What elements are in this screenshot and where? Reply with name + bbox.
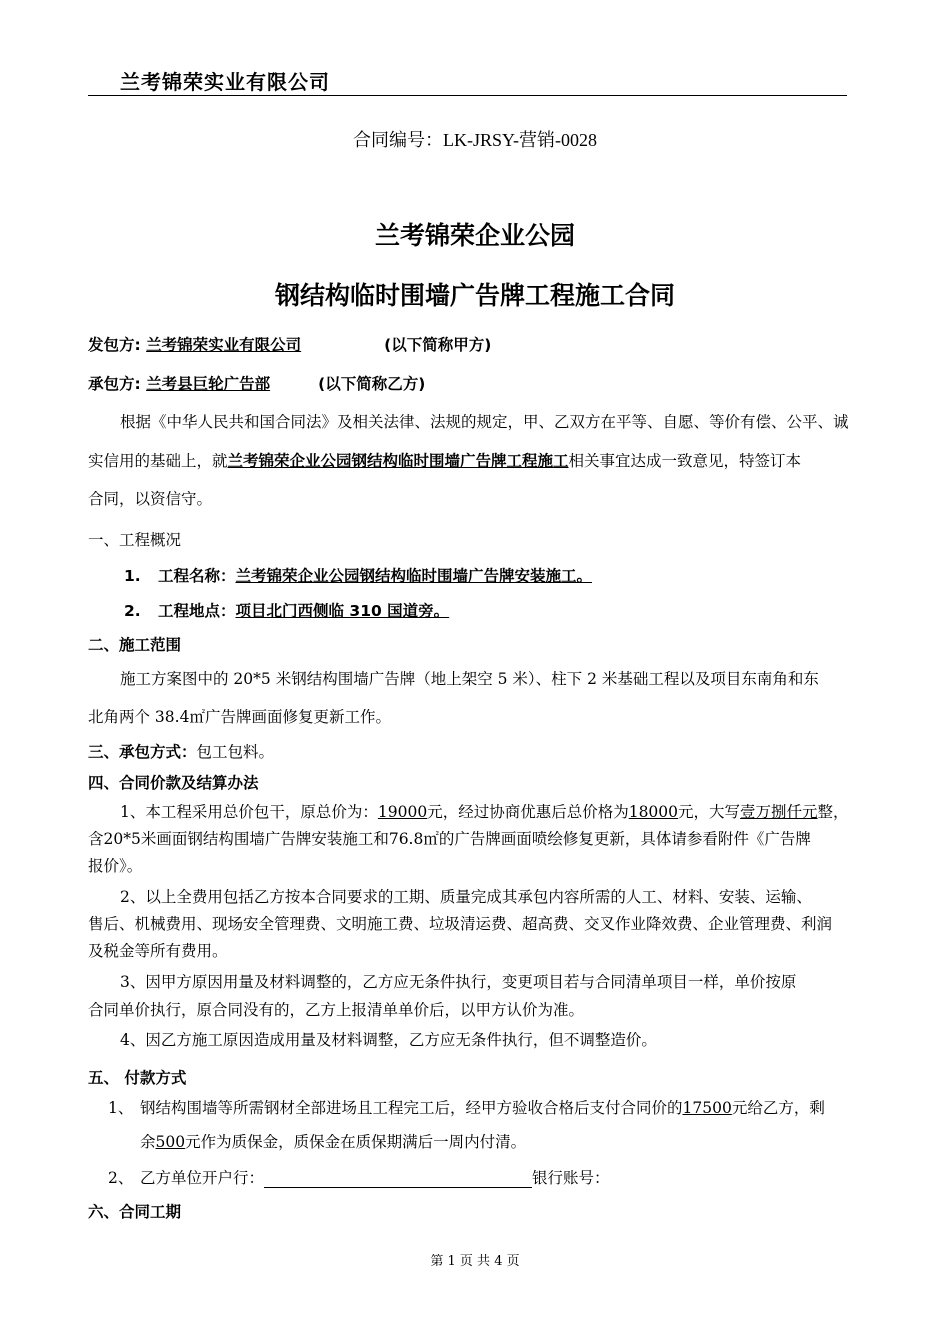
party-a-label: 发包方: (88, 336, 141, 354)
price-text: 元，经过协商优惠后总价格为 (427, 803, 629, 821)
final-total-price: 18000 (628, 803, 679, 821)
preamble-text: 相关事宜达成一致意见，特签订本 (568, 452, 802, 470)
project-name-item (124, 564, 592, 586)
item-number: 1. (124, 567, 141, 585)
payment-amount: 17500 (682, 1099, 732, 1117)
item-number: 2. (124, 602, 141, 620)
bank-account-label: 银行账号： (532, 1169, 610, 1187)
payment-item-2 (108, 1166, 610, 1188)
payment-text: 元给乙方，剩 (731, 1099, 825, 1117)
item-label: 工程名称： (158, 567, 236, 585)
document-title-line1: 兰考锦荣企业公园 (374, 221, 575, 250)
price-text: 1、本工程采用总价包干，原总价为： (120, 803, 378, 821)
fee-line-2: 售后、机械费用、现场安全管理费、文明施工费、垃圾清运费、超高费、交叉作业降效费、企业管理费、利润 (88, 915, 833, 933)
adjust-line-1: 3、因甲方原因用量及材料调整的，乙方应无条件执行，变更项目若与合同清单项目一样，单价按原 (120, 973, 797, 991)
price-text: 元，大写 (678, 803, 741, 821)
contract-mode-value: 包工包料。 (196, 743, 275, 761)
document-title-line2: 钢结构临时围墙广告牌工程施工合同 (274, 281, 675, 310)
fee-line-1: 2、以上全费用包括乙方按本合同要求的工期、质量完成其承包内容所需的人工、材料、安装、运输、 (120, 888, 812, 906)
preamble-line-3: 合同，以资信守。 (88, 490, 213, 508)
header-rule (88, 95, 847, 96)
price-in-words: 壹万捌仟元 (740, 803, 818, 821)
project-name-underlined: 兰考锦荣企业公园钢结构临时围墙广告牌工程施工 (227, 452, 569, 470)
price-text: 整， (817, 803, 849, 821)
payment-text: 元作为质保金，质保金在质保期满后一周内付清。 (185, 1133, 527, 1151)
section-6-heading: 六、合同工期 (88, 1203, 182, 1221)
fee-line-3: 及税金等所有费用。 (88, 942, 228, 960)
section-5-heading: 五、 付款方式 (88, 1069, 187, 1087)
preamble-text: 实信用的基础上，就 (88, 452, 228, 470)
party-b-suffix: (以下简称乙方) (318, 375, 426, 393)
price-line-1 (120, 800, 849, 822)
payment-item-1-line-1 (108, 1096, 825, 1118)
scope-line-2: 北角两个 38.4㎡广告牌画面修复更新工作。 (88, 708, 391, 726)
item-number: 2、 (108, 1169, 134, 1187)
section-1-heading: 一、工程概况 (88, 531, 182, 549)
section-2-heading: 二、施工范围 (88, 636, 182, 654)
section-3-line (88, 740, 274, 762)
party-a-line (88, 333, 491, 355)
project-location-item (124, 599, 449, 621)
original-total-price: 19000 (377, 803, 428, 821)
item-label: 工程地点： (158, 602, 236, 620)
scope-line-1: 施工方案图中的 20*5 米钢结构围墙广告牌（地上架空 5 米）、柱下 2 米基础工程以及项目东南角和东 (120, 670, 819, 688)
page-footer: 第 1 页 共 4 页 (430, 1254, 520, 1269)
bank-label: 乙方单位开户行： (140, 1169, 265, 1187)
price-line-2: 含20*5米画面钢结构围墙广告牌安装施工和76.8㎡的广告牌画面喷绘修复更新，具体请参看附件《广告牌 (88, 830, 811, 848)
retention-amount: 500 (155, 1133, 186, 1151)
adjust-line-3: 4、因乙方施工原因造成用量及材料调整，乙方应无条件执行，但不调整造价。 (120, 1031, 657, 1049)
preamble-line-2 (88, 449, 801, 471)
payment-text: 钢结构围墙等所需钢材全部进场且工程完工后，经甲方验收合格后支付合同价的 (140, 1099, 683, 1117)
party-b-name: 兰考县巨轮广告部 (146, 375, 271, 393)
adjust-line-2: 合同单价执行，原合同没有的，乙方上报清单单价后，以甲方认价为准。 (88, 1001, 585, 1019)
bank-name-blank (264, 1186, 532, 1188)
party-a-suffix: (以下简称甲方) (384, 336, 492, 354)
preamble-line-1: 根据《中华人民共和国合同法》及相关法律、法规的规定，甲、乙双方在平等、自愿、等价有偿、公平、诚 (120, 413, 849, 431)
section-4-heading: 四、合同价款及结算办法 (88, 774, 259, 792)
price-line-3: 报价》。 (88, 857, 143, 875)
project-name-value: 兰考锦荣企业公园钢结构临时围墙广告牌安装施工。 (235, 567, 593, 585)
header-company-name: 兰考锦荣实业有限公司 (120, 70, 330, 94)
item-number: 1、 (108, 1099, 134, 1117)
party-b-line (88, 372, 425, 394)
payment-item-1-line-2 (140, 1130, 526, 1152)
section-3-heading: 三、承包方式： (88, 743, 197, 761)
project-location-value: 项目北门西侧临 310 国道旁。 (235, 602, 450, 620)
payment-text: 余 (140, 1133, 156, 1151)
contract-number: 合同编号：LK-JRSY-营销-0028 (352, 130, 597, 150)
party-a-name: 兰考锦荣实业有限公司 (146, 336, 302, 354)
party-b-label: 承包方: (88, 375, 141, 393)
